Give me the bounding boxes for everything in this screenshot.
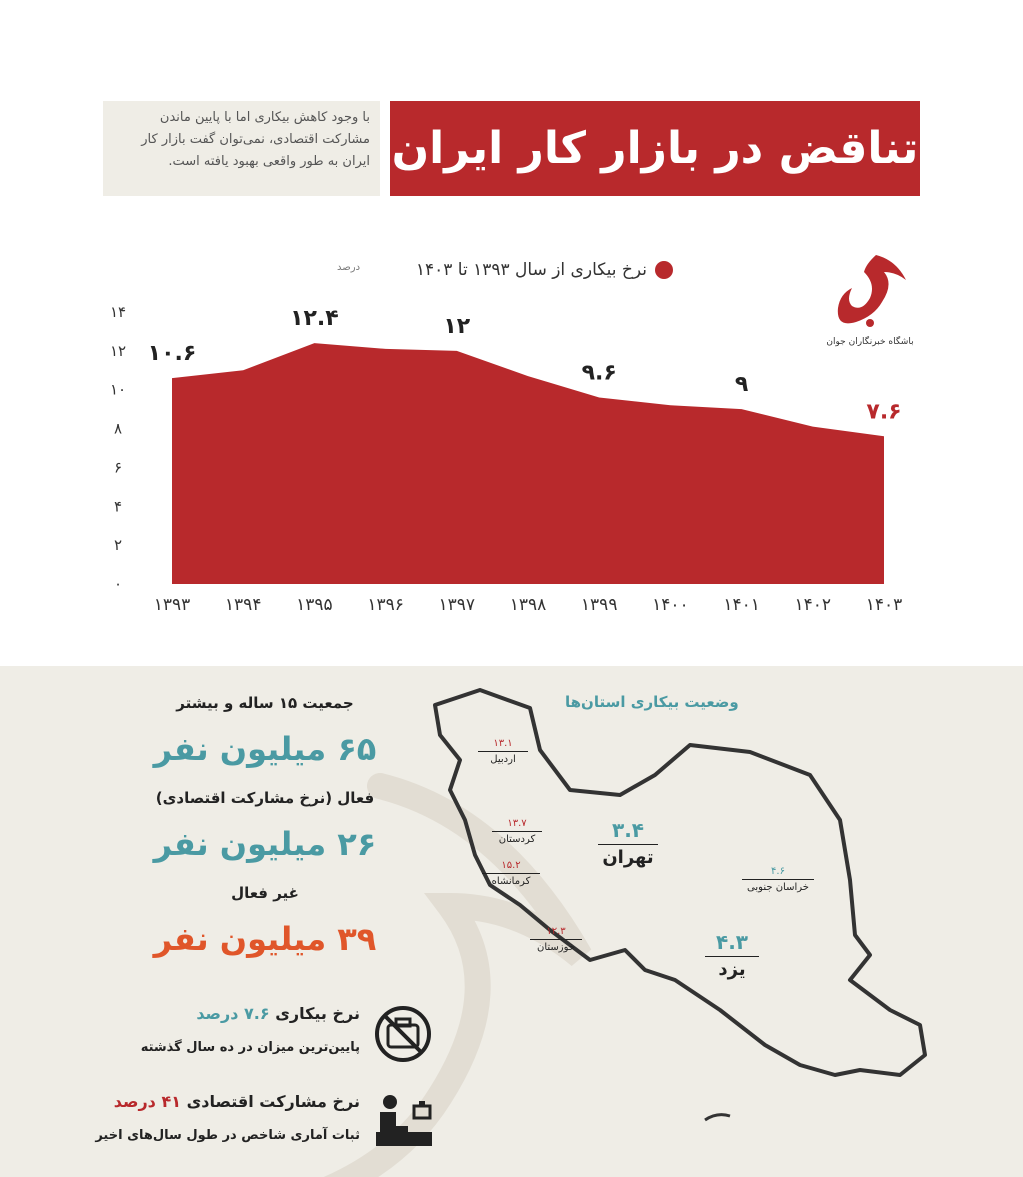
- y-tick-label: ۰: [113, 575, 123, 593]
- y-tick-label: ۲: [113, 536, 123, 555]
- x-tick-label: ۱۳۹۴: [224, 595, 262, 615]
- unemp-value: ۷.۶ درصد: [196, 1004, 270, 1023]
- part-line: [90, 1092, 360, 1111]
- inactive-value: ۳۹ میلیون نفر: [153, 920, 377, 958]
- x-axis: [154, 595, 903, 615]
- y-tick-label: ۶: [113, 458, 123, 477]
- x-tick-label: ۱۳۹۷: [438, 595, 476, 615]
- province-khuzestan: [530, 926, 582, 953]
- part-value: ۴۱ درصد: [113, 1092, 181, 1111]
- province-ardabil: [478, 738, 528, 765]
- x-tick-label: ۱۳۹۳: [153, 595, 191, 615]
- part-note: ثبات آماری شاخص در طول سال‌های اخیر: [95, 1128, 360, 1143]
- data-label: ۷.۶: [866, 399, 902, 425]
- province-name: اردبیل: [490, 754, 516, 765]
- x-tick-label: ۱۳۹۶: [367, 595, 404, 615]
- subtitle-text: با وجود کاهش بیکاری اما با پایین ماندن مشارکت اقتصادی، نمی‌توان گفت بازار کار ایران به طور واقعی بهبود یافته است.: [141, 110, 370, 169]
- y-axis: [110, 303, 126, 593]
- unemployment-area-chart: [0, 290, 1023, 620]
- province-south-khorasan: [742, 866, 814, 893]
- province-value: ۱۳.۱: [493, 738, 513, 749]
- unemp-line: [100, 1004, 360, 1023]
- province-value: ۴.۳: [715, 930, 748, 954]
- province-value: ۱۵.۲: [501, 860, 521, 871]
- province-value: ۴.۶: [771, 866, 785, 877]
- active-label: فعال (نرخ مشارکت اقتصادی): [155, 789, 375, 807]
- part-label: نرخ مشارکت اقتصادی: [186, 1092, 360, 1111]
- data-label: ۹.۶: [581, 360, 617, 386]
- x-tick-label: ۱۴۰۱: [723, 595, 760, 615]
- province-kurdistan: [492, 818, 542, 845]
- unemp-label: نرخ بیکاری: [275, 1004, 360, 1023]
- legend-unit: درصد: [337, 262, 361, 273]
- data-label: ۱۲: [443, 313, 471, 339]
- active-value: ۲۶ میلیون نفر: [153, 825, 377, 863]
- province-name: یزد: [718, 959, 746, 980]
- subtitle-box: [103, 101, 380, 196]
- x-tick-label: ۱۳۹۸: [509, 595, 547, 615]
- page-title: [390, 101, 920, 196]
- pop-value: ۶۵ میلیون نفر: [153, 730, 377, 768]
- chart-legend: [416, 260, 673, 280]
- x-tick-label: ۱۴۰۳: [865, 595, 903, 615]
- logo-caption: باشگاه خبرنگاران جوان: [826, 337, 914, 347]
- title-text: تناقض در بازار کار ایران: [391, 123, 919, 174]
- inactive-label: غیر فعال: [231, 884, 299, 902]
- province-name: کردستان: [498, 834, 536, 845]
- y-tick-label: ۱۰: [109, 380, 127, 399]
- province-name: خوزستان: [537, 942, 575, 953]
- x-tick-label: ۱۳۹۵: [296, 595, 333, 615]
- unemployment-area: [172, 343, 884, 584]
- y-tick-label: ۱۲: [109, 341, 127, 360]
- y-tick-label: ۱۴: [109, 303, 127, 321]
- province-value: ۱۲.۳: [546, 926, 566, 937]
- x-tick-label: ۱۴۰۲: [794, 595, 832, 615]
- province-value: ۳.۴: [611, 818, 644, 842]
- data-label: ۹: [734, 372, 749, 398]
- legend-dot-icon: [655, 261, 673, 279]
- legend-label: نرخ بیکاری از سال ۱۳۹۳ تا ۱۴۰۳: [415, 260, 647, 280]
- province-name: کرمانشاه: [491, 876, 531, 887]
- province-name: خراسان جنوبی: [747, 882, 809, 893]
- y-tick-label: ۸: [113, 419, 123, 438]
- x-tick-label: ۱۴۰۰: [652, 595, 689, 615]
- unemp-note: پایین‌ترین میزان در ده سال گذشته: [140, 1040, 360, 1055]
- map-title: وضعیت بیکاری استان‌ها: [565, 693, 739, 711]
- province-tehran: [598, 818, 658, 868]
- province-kermanshah: [482, 860, 540, 887]
- x-tick-label: ۱۳۹۹: [580, 595, 618, 615]
- province-value: ۱۳.۷: [507, 818, 527, 829]
- data-label: ۱۰.۶: [147, 341, 197, 367]
- province-name: تهران: [602, 847, 654, 868]
- y-tick-label: ۴: [113, 497, 123, 516]
- pop-label: جمعیت ۱۵ ساله و بیشتر: [176, 694, 354, 712]
- province-yazd: [705, 930, 759, 980]
- data-label: ۱۲.۴: [290, 306, 339, 332]
